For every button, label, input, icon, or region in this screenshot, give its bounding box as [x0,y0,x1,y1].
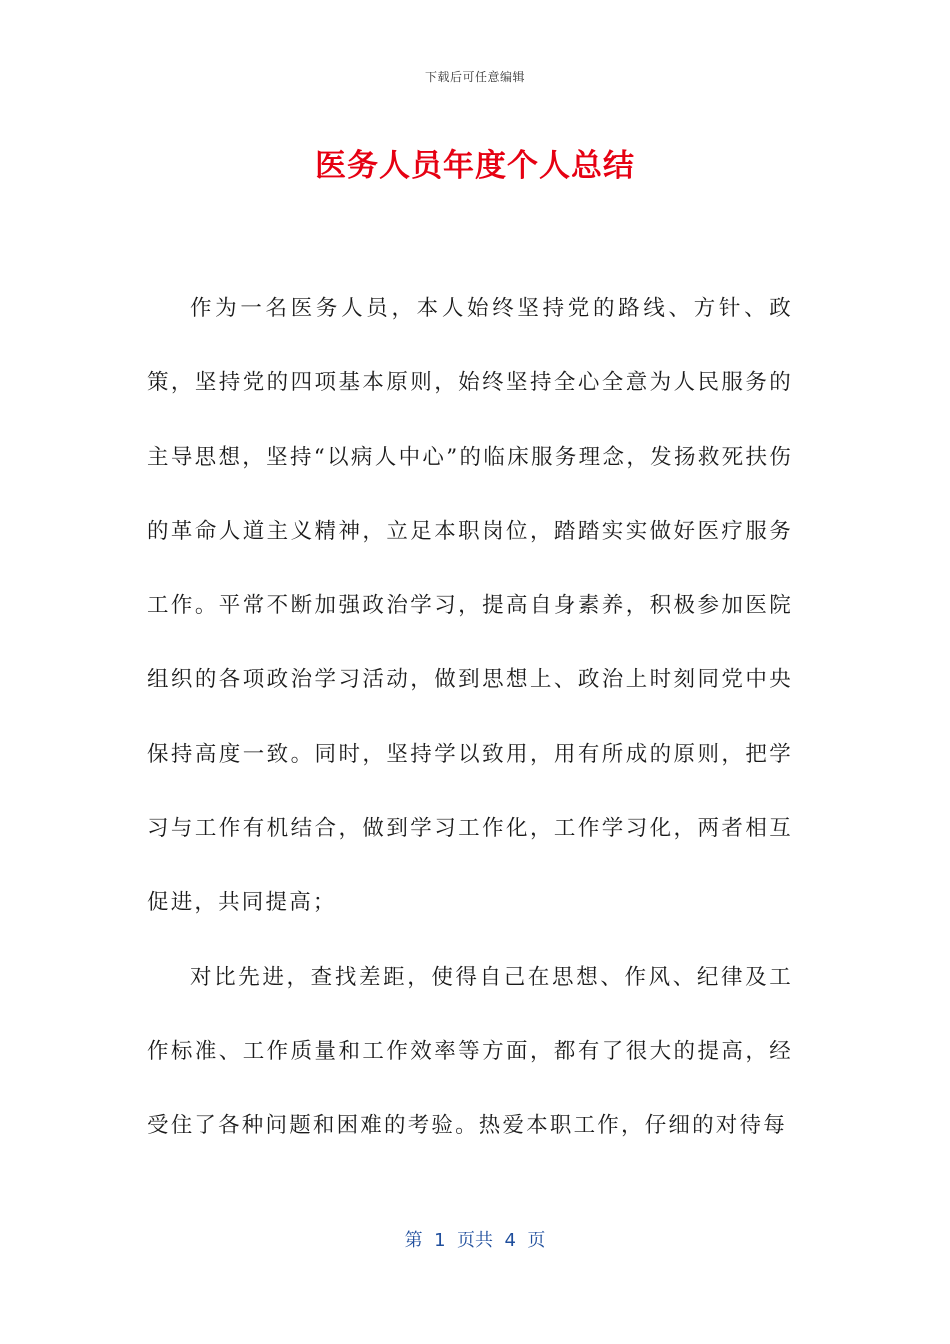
document-title: 医务人员年度个人总结 [315,148,635,184]
paragraph: 作为一名医务人员，本人始终坚持党的路线、方针、政策，坚持党的四项基本原则，始终坚持全心全意为人民服务的主导思想，坚持“以病人中心”的临床服务理念，发扬救死扶伤的革命人道主义精神，立足本职岗位，踏踏实实做好医疗服务工作。平常不断加强政治学习，提高自身素养，积极参加医院组织的各项政治学习活动，做到思想上、政治上时刻同党中央保持高度一致。同时，坚持学以致用，用有所成的原则，把学习与工作有机结合，做到学习工作化，工作学习化，两者相互促进，共同提高； [147,296,793,916]
document-body [147,272,793,1164]
paragraph: 对比先进，查找差距，使得自己在思想、作风、纪律及工作标准、工作质量和工作效率等方面，都有了很大的提高，经受住了各种问题和困难的考验。热爱本职工作，仔细的对待每 [147,964,793,1139]
header-note: 下载后可任意编辑 [424,70,525,84]
page-number-footer: 第 1 页共 4 页 [404,1230,546,1251]
